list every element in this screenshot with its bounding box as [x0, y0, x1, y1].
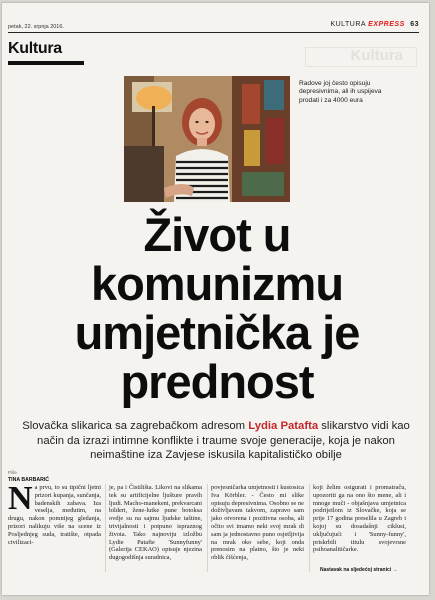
body-column-3 — [211, 484, 304, 562]
column-divider — [309, 484, 310, 572]
dropcap: N — [8, 480, 33, 517]
headline-line-1: Život u — [143, 208, 291, 261]
section-underline — [8, 61, 84, 65]
body-text-1: a prvu, to su tipični ljetni prizori kupanja, sunčanja, badenskih zabava. Iza veselja, međutim, na drugu, nakon pomnijeg gledanja, prizori nalikuju više na scene iz Posljednjeg suda, tratište, otpada civilizaci- — [8, 484, 101, 546]
lead-before: Slovačka slikarica sa zagrebačkom adresom — [22, 420, 249, 432]
body-column-4 — [313, 484, 406, 554]
byline-label: Piše — [8, 470, 17, 475]
section-title: Kultura — [8, 40, 62, 57]
lead-paragraph — [12, 419, 420, 463]
ghost-section-title: Kultura — [350, 47, 403, 64]
headline-line-2: komunizmu — [90, 257, 344, 310]
issue-date: petak, 22. srpnja 2016. — [8, 24, 64, 30]
headline-line-4: prednost — [120, 355, 314, 408]
portrait-illustration — [124, 76, 290, 202]
body-text-2: je, pa i Čistilišta. Likovi na slikama tek su artificijelne ljušture pravih ljudi. Macho-manekeni, prekvarcani bilderi, žene-lutke pune botoksa ovdje su na sajmu ljudske taštine, trivijalnosti i potpuno ispraznog života. Tako najnoviju izložbu Lydie Patafte 'Sunnyfunny' (Galerija CEKAO) opisuje njezina dugogodišnja suradnica, — [109, 484, 202, 562]
page-number: 63 — [410, 21, 419, 28]
photo-caption: Radove joj često opisuju depresivnima, ali ih uspijeva prodati i za 4000 eura — [299, 80, 382, 104]
newspaper-page — [2, 3, 429, 595]
body-text-4: koji želim osigurati i promatraču, upozoriti ga na ono što mene, ali i mnoge muči - objašnjava umjetnica podrijetlom iz Slovačke, koja se prije 17 godina preselila u Zagreb i kojoj su dosadašnji ciklusi, uključujući i 'Sunny-funny', priskrbili titulu svojevrsne psihoanalitičarke. — [313, 484, 406, 554]
lead-after: slikarstvo vidi kao način da izrazi intimne konflikte i traume svoje generacije, koja je nakon neimaštine iza Zavjese iskusila kapitalističko obilje — [37, 420, 410, 462]
portrait-photo — [124, 76, 290, 202]
headline — [22, 210, 412, 406]
page-masthead — [330, 21, 419, 28]
column-divider — [207, 484, 208, 572]
header-rule — [8, 32, 419, 33]
body-text-3: povjesničarka umjetnosti i kustosica Iva Körbler. - Često mi slike opisuju depresivnima. Osobno se ne doživljavam takvom, zapravo sam jako otvorena i pozitivna osoba, ali očito svi imamo neki svoj mrak di sam ja jednostavno puno osjetljivija na mrak oko sebe, koji onda prenosim na platno, što je neki oblik čišćenja, — [211, 484, 304, 562]
headline-line-3: umjetnička je — [74, 306, 360, 359]
artist-name: Lydia Patafta — [248, 420, 319, 432]
continue-link[interactable]: Nastavak na sljedećoj stranici → — [320, 567, 398, 573]
brand-logo: EXPRESS — [368, 21, 405, 28]
section-label: KULTURA — [330, 21, 366, 28]
body-column-2 — [109, 484, 202, 562]
column-divider — [105, 484, 106, 572]
byline-author: TINA BARBARIĆ — [8, 477, 50, 483]
